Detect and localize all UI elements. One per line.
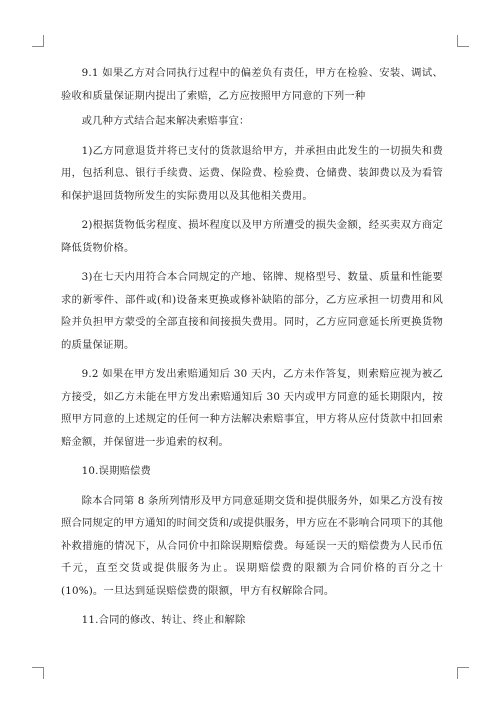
clause-10-body: 除本合同第 8 条所列情形及甲方同意延期交货和提供服务外，如果乙方没有按照合同规定的甲方通知的时间交货和/或提供服务，甲方应在不影响合同项下的其他补救措施的情况下，从合同价中扣除误期赔偿费。每延误一天的赔偿费为人民币伍千元，直至交货或提供服务为止。误期赔偿费的限额为合同价格的百分之十(10%)。一旦达到延误赔偿费的限额，甲方有权解除合同。 (61, 494, 443, 597)
clause-9-1-continuation: 或几种方式结合起来解决索赔事宜： (81, 115, 250, 127)
remedy-item-1: 1)乙方同意退货并将已支付的货款退给甲方，并承担由此发生的一切损失和费用，包括利息、银行手续费、运费、保险费、检验费、仓储费、装卸费以及为看管和保护退回货物所发生的实际费用以及其他相关费用。 (61, 144, 443, 202)
section-heading-11: 11.合同的修改、转让、终止和解除 (81, 614, 246, 626)
section-heading-10: 10.误期赔偿费 (81, 465, 152, 477)
document-page (61, 62, 443, 639)
crop-mark-bottom-left (32, 667, 44, 679)
clause-9-1: 9.1 如果乙方对合同执行过程中的偏差负有责任，甲方在检验、安装、调试、验收和质量保证期内提出了索赔，乙方应按照甲方同意的下列一种 (61, 67, 443, 102)
remedy-item-3: 3)在七天内用符合本合同规定的产地、铭牌、规格型号、数量、质量和性能要求的新零件、部件或(和)设备来更换或修补缺陷的部分，乙方应承担一切费用和风险并负担甲方蒙受的全部直接和间接损失费用。同时，乙方应同意延长所更换货物的质量保证期。 (61, 271, 443, 351)
remedy-item-2: 2)根据货物低劣程度、损坏程度以及甲方所遭受的损失金额，经买卖双方商定降低货物价格。 (61, 219, 443, 254)
crop-mark-top-left (32, 35, 44, 47)
clause-9-2: 9.2 如果在甲方发出索赔通知后 30 天内，乙方未作答复，则索赔应视为被乙方接受，如乙方未能在甲方发出索赔通知后 30 天内或甲方同意的延长期限内，按照甲方同意的上述规定的任何一种方法解决索赔事宜，甲方将从应付货款中扣回索赔金额，并保留进一步追索的权利。 (61, 368, 443, 448)
crop-mark-top-right (457, 35, 469, 47)
crop-mark-bottom-right (457, 667, 469, 679)
